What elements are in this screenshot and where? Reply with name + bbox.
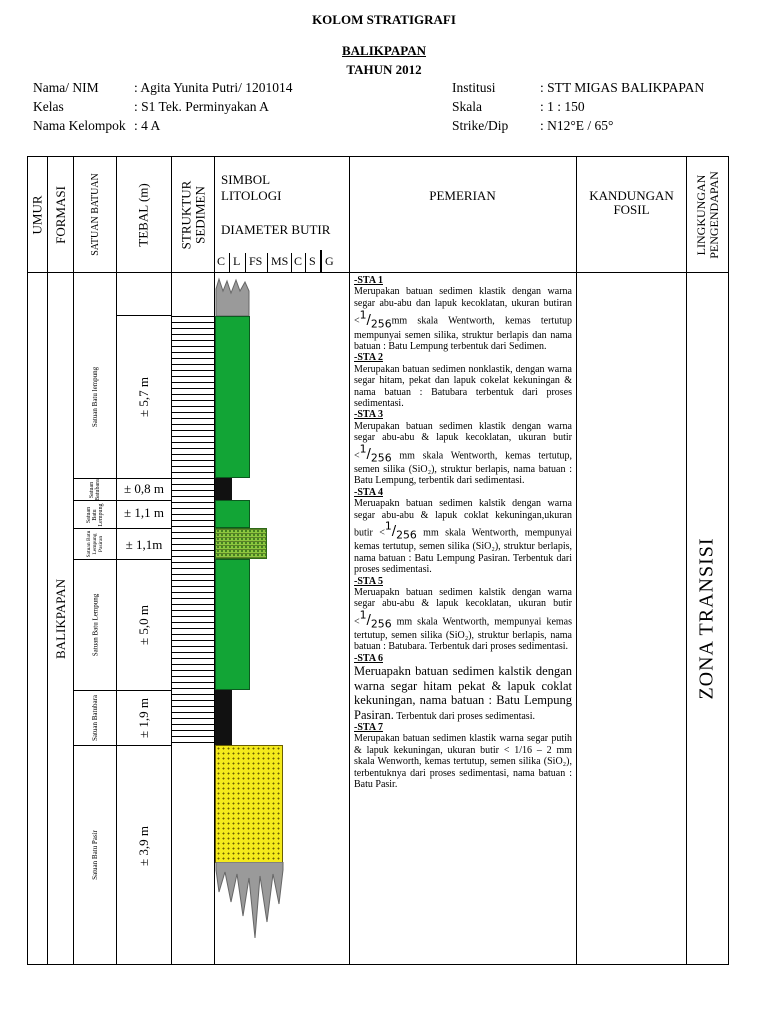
sta-description: Merupakan batuan sedimen klastik dengan warna segar abu-abu dan lapuk kecoklatan, ukuran butiran $<^1/_{256}mm$ skala Wentworth, kemas tertutup mempunyai semen silika, struktur berlapis dan nama batuan : Batu Lempung terbentuk dari Sedimen. — [354, 286, 572, 352]
thickness-value: ± 0,8 m — [124, 481, 164, 496]
sta-description: Meruapakn batuan sedimen kalstik dengan warna segar abu-abu & lapuk kecoklatan, ukuran butir $<^1/_{256}$ mm skala Wentworth, mempunyai kemas tertutup, semen silika (SiO₂), struktur berlapis, nama batuan : Batubara. Terbentuk dari proses sedimentasi. — [354, 586, 573, 653]
sta-heading: -STA 4 — [354, 486, 383, 498]
unit-name: Satuan Batubara — [91, 694, 100, 742]
grain-size-tick — [291, 253, 292, 272]
header-pemerian: PEMERIAN — [429, 188, 496, 203]
sta-heading: -STA 5 — [354, 575, 383, 587]
col-line — [576, 156, 577, 965]
grain-size-label: S — [309, 254, 316, 268]
info-label-kelas: Kelas — [33, 99, 64, 114]
sta-heading: -STA 3 — [354, 409, 383, 421]
bedding-structure-hatch — [172, 316, 214, 745]
sta-description: Meruapakn batuan sedimen kalstik dengan warna segar hitam pekat & lapuk coklat kekuningan, nama batuan : Batu Lempung Pasiran. Terbentuk dari proses sedimentasi. — [354, 664, 572, 722]
info-value-institusi: : STT MIGAS BALIKPAPAN — [540, 80, 705, 95]
lithology-claystone — [215, 500, 250, 528]
page-title: KOLOM STRATIGRAFI — [312, 12, 456, 27]
header-kandungan-fosil: KANDUNGAN FOSIL — [589, 188, 674, 217]
sta-description: Merupakan batuan sedimen nonklastik, dengan warna segar hitam, pekat dan lapuk cokelat kekuningan & nama batuan : Batubara terbentuk dari proses sedimentasi. — [354, 363, 572, 409]
col-line — [349, 156, 350, 965]
unit-name: Satuan Batu Lempung — [86, 503, 104, 526]
location-title: BALIKPAPAN — [341, 43, 427, 58]
header-tebal: TEBAL (m) — [136, 182, 152, 247]
thickness-value: ± 1,9 m — [136, 698, 151, 738]
bottom-break-symbol — [215, 862, 285, 942]
fraction: $^1/_{256}$ — [359, 442, 392, 465]
unit-name: Satuan Batu Pasir — [91, 830, 99, 880]
info-label-strike: Strike/Dip — [452, 118, 509, 133]
thickness-divider — [116, 500, 171, 501]
thickness-value: ± 1,1 m — [124, 505, 164, 520]
info-value-kelompok: : 4 A — [134, 118, 161, 133]
unit-name: Satuan Batu Lempung Pasiran — [86, 530, 104, 558]
description-text — [354, 275, 572, 790]
thickness-value: ± 5,0 m — [136, 605, 151, 645]
lithology-sandy-claystone — [215, 528, 267, 559]
fraction: $^1/_{256}$ — [359, 308, 392, 331]
header-lingkungan-pengendapan: LINGKUNGAN PENGENDAPAN — [693, 170, 721, 259]
lithology-claystone — [215, 559, 250, 690]
sta-heading: -STA 7 — [354, 721, 383, 733]
grain-size-label: FS — [249, 254, 263, 268]
table-border-bottom — [27, 964, 729, 965]
header-divider — [27, 272, 729, 273]
header-litologi: LITOLOGI — [221, 188, 282, 203]
grain-size-label: G — [325, 254, 334, 268]
unit-name: Satuan Batu lempung — [91, 366, 99, 428]
unit-name: Satuan Batubara — [89, 478, 101, 501]
lithology-coal — [215, 478, 232, 500]
header-simbol: SIMBOL — [221, 172, 271, 187]
formation-name: BALIKPAPAN — [52, 578, 68, 659]
info-label-skala: Skala — [452, 99, 482, 114]
col-line — [27, 156, 28, 965]
col-line — [728, 156, 729, 965]
thickness-value: ± 5,7 m — [136, 377, 151, 417]
lithology-sandstone — [215, 745, 283, 863]
info-label-nama: Nama/ NIM — [33, 80, 99, 95]
thickness-divider — [116, 478, 171, 479]
header-struktur-sedimen: STRUKTUR SEDIMEN — [178, 180, 207, 249]
thickness-value: ± 3,9 m — [136, 826, 151, 866]
sta-description: Meruapakn batuan sedimen kalstik dengan warna segar abu-abu & lapuk coklat kekuningan,ukuran butir $<^1/_{256}$ mm skala Wentworth, mempunyai kemas tertutup, semen silika (SiO₂), struktur berlapis, nama batuan : Batu Lempung Pasiran. Terbentuk dari proses sedimentasi. — [354, 498, 573, 576]
info-value-strike: : N12°E / 65° — [540, 118, 614, 133]
grain-size-tick — [229, 253, 230, 272]
thickness-value: ± 1,1m — [125, 537, 163, 552]
top-break-symbol — [215, 277, 251, 317]
depositional-environment: ZONA TRANSISI — [696, 537, 718, 700]
unit-name: Satuan Batu Lempung — [91, 593, 100, 657]
grain-size-tick — [305, 253, 306, 272]
grain-size-label: MS — [271, 254, 289, 268]
info-label-kelompok: Nama Kelompok — [33, 118, 126, 133]
grain-size-label: L — [233, 254, 241, 268]
grain-size-tick — [245, 253, 246, 272]
sta-heading: -STA 1 — [354, 275, 383, 286]
fraction: $^1/_{256}$ — [384, 519, 417, 542]
info-value-skala: : 1 : 150 — [540, 99, 585, 114]
header-formasi: FORMASI — [53, 185, 69, 244]
grain-size-tick — [320, 250, 322, 272]
grain-size-label: C — [294, 254, 303, 268]
header-satuan-batuan: SATUAN BATUAN — [89, 173, 101, 256]
info-value-kelas: : S1 Tek. Perminyakan A — [134, 99, 269, 114]
grain-size-tick — [267, 253, 268, 272]
lithology-claystone — [215, 316, 250, 478]
lithology-coal — [215, 690, 232, 745]
fraction: $^1/_{256}$ — [359, 608, 392, 631]
info-label-institusi: Institusi — [452, 80, 496, 95]
sta-heading: -STA 6 — [354, 652, 383, 664]
grain-size-label: C — [217, 254, 226, 268]
header-diameter-butir: DIAMETER BUTIR — [221, 222, 331, 237]
sta-description: Merupakan batuan sedimen klastik dengan warna segar abu-abu & lapuk kecoklatan, ukuran butir $<^1/_{256}$ mm skala Wentworth, kemas tertutup, semen silika (SiO₂), struktur berlapis, nama batuan : Batu Lempung, terbentik dari sedimentasi. — [354, 420, 572, 487]
sta-description: Merupakan batuan sedimen klastik warna segar putih & lapuk kekuningan, ukuran butir < 1/16 – 2 mm skala Wenworth, kemas tertutup, semen silika (SiO₂), terbentuknya dari proses sedimentasi, nama batuan : Batu Pasir. — [354, 733, 572, 790]
sta-heading: -STA 2 — [354, 352, 383, 364]
info-value-nama: : Agita Yunita Putri/ 1201014 — [134, 80, 293, 95]
year-title: TAHUN 2012 — [346, 62, 422, 77]
thickness-divider — [116, 528, 171, 529]
header-umur: UMUR — [29, 194, 45, 235]
